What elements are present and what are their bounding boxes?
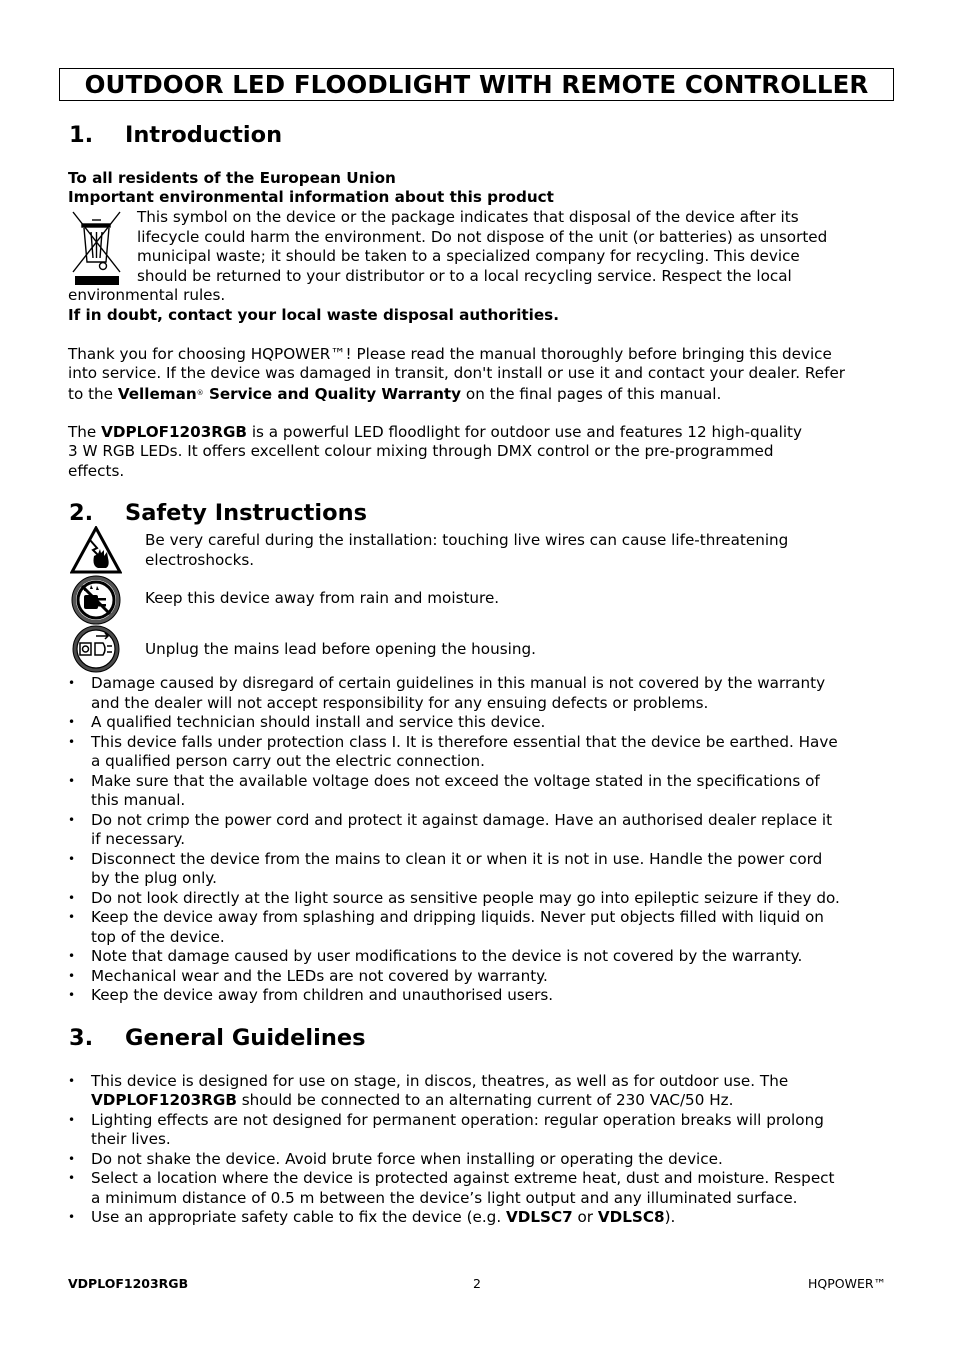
list-item: their lives. — [91, 1130, 171, 1148]
list-item: a minimum distance of 0.5 m between the device’s light output and any illuminated surface. — [91, 1189, 798, 1207]
list-item: Use an appropriate safety cable to fix the device (e.g. VDLSC7 or VDLSC8). — [91, 1208, 676, 1226]
thanks-line: into service. If the device was damaged in transit, don't install or use it and contact your dealer. Refer — [68, 364, 846, 382]
safety-cable-code: VDLSC8 — [597, 1208, 665, 1226]
footer-model: VDPLOF1203RGB — [68, 1276, 189, 1291]
electric-shock-warning-icon — [70, 526, 122, 574]
weee-text-line: municipal waste; it should be taken to a specialized company for recycling. This device — [137, 247, 800, 265]
section-heading-safety: 2. Safety Instructions — [69, 500, 368, 526]
list-item: top of the device. — [91, 928, 225, 946]
list-item: Note that damage caused by user modifications to the device is not covered by the warranty. — [91, 947, 803, 965]
product-model: VDPLOF1203RGB — [101, 423, 247, 441]
safety-warning-shock: Be very careful during the installation: touching live wires can cause life-threatening — [145, 531, 789, 549]
waste-disposal-note: If in doubt, contact your local waste disposal authorities. — [68, 306, 559, 324]
brand-name: Velleman — [117, 385, 197, 403]
safety-warning-shock: electroshocks. — [145, 551, 255, 569]
list-item: Keep the device away from splashing and dripping liquids. Never put objects filled with liquid on — [91, 908, 824, 926]
list-item: Make sure that the available voltage does not exceed the voltage stated in the specifications of — [91, 772, 820, 790]
product-line: effects. — [68, 462, 125, 480]
list-item: by the plug only. — [91, 869, 217, 887]
list-item: if necessary. — [91, 830, 186, 848]
safety-warning-moisture: Keep this device away from rain and moisture. — [145, 589, 500, 607]
env-heading: Important environmental information about this product — [68, 188, 554, 206]
page-number: 2 — [473, 1276, 481, 1291]
list-item: This device falls under protection class I. It is therefore essential that the device be earthed. Have — [91, 733, 838, 751]
list-item: Lighting effects are not designed for permanent operation: regular operation breaks will prolong — [91, 1111, 824, 1129]
list-item: This device is designed for use on stage, in discos, theatres, as well as for outdoor use. The — [91, 1072, 789, 1090]
document-title: OUTDOOR LED FLOODLIGHT WITH REMOTE CONTROLLER — [59, 68, 894, 101]
thanks-line: to the Velleman® Service and Quality Warranty on the final pages of this manual. — [68, 385, 722, 403]
footer-brand: HQPOWER™ — [808, 1276, 887, 1291]
list-item: a qualified person carry out the electric connection. — [91, 752, 485, 770]
no-rain-moisture-icon — [70, 575, 122, 625]
unplug-mains-icon — [70, 625, 122, 673]
product-model: VDPLOF1203RGB — [91, 1091, 237, 1109]
safety-warning-unplug: Unplug the mains lead before opening the housing. — [145, 640, 536, 658]
list-item: Do not look directly at the light source as sensitive people may go into epileptic seizure if they do. — [91, 889, 840, 907]
eu-heading: To all residents of the European Union — [68, 169, 396, 187]
section-heading-general-guidelines: 3. General Guidelines — [69, 1025, 366, 1051]
list-item: A qualified technician should install and service this device. — [91, 713, 546, 731]
thanks-line: Thank you for choosing HQPOWER™! Please read the manual thoroughly before bringing this device — [68, 345, 832, 363]
list-item: Do not crimp the power cord and protect it against damage. Have an authorised dealer replace it — [91, 811, 833, 829]
list-item: Keep the device away from children and unauthorised users. — [91, 986, 554, 1004]
safety-cable-code: VDLSC7 — [505, 1208, 573, 1226]
list-item: VDPLOF1203RGB should be connected to an alternating current of 230 VAC/50 Hz. — [91, 1091, 734, 1109]
list-item: Mechanical wear and the LEDs are not covered by warranty. — [91, 967, 548, 985]
list-item: Disconnect the device from the mains to clean it or when it is not in use. Handle the power cord — [91, 850, 823, 868]
warranty-name: Service and Quality Warranty — [203, 385, 462, 403]
list-item: this manual. — [91, 791, 186, 809]
crossed-bin-icon — [70, 210, 124, 288]
list-item: Damage caused by disregard of certain guidelines in this manual is not covered by the warranty — [91, 674, 826, 692]
weee-text-line: This symbol on the device or the package indicates that disposal of the device after its — [137, 208, 799, 226]
weee-text-line: environmental rules. — [68, 286, 226, 304]
weee-text-line: lifecycle could harm the environment. Do not dispose of the unit (or batteries) as unsorted — [137, 228, 828, 246]
section-heading-introduction: 1. Introduction — [69, 122, 283, 148]
product-line: The VDPLOF1203RGB is a powerful LED floodlight for outdoor use and features 12 high-quality — [68, 423, 803, 441]
list-item: Select a location where the device is protected against extreme heat, dust and moisture. Respect — [91, 1169, 835, 1187]
product-line: 3 W RGB LEDs. It offers excellent colour mixing through DMX control or the pre-programmed — [68, 442, 774, 460]
weee-text-line: should be returned to your distributor or to a local recycling service. Respect the local — [137, 267, 792, 285]
list-item: and the dealer will not accept responsibility for any ensuing defects or problems. — [91, 694, 709, 712]
list-item: Do not shake the device. Avoid brute force when installing or operating the device. — [91, 1150, 723, 1168]
